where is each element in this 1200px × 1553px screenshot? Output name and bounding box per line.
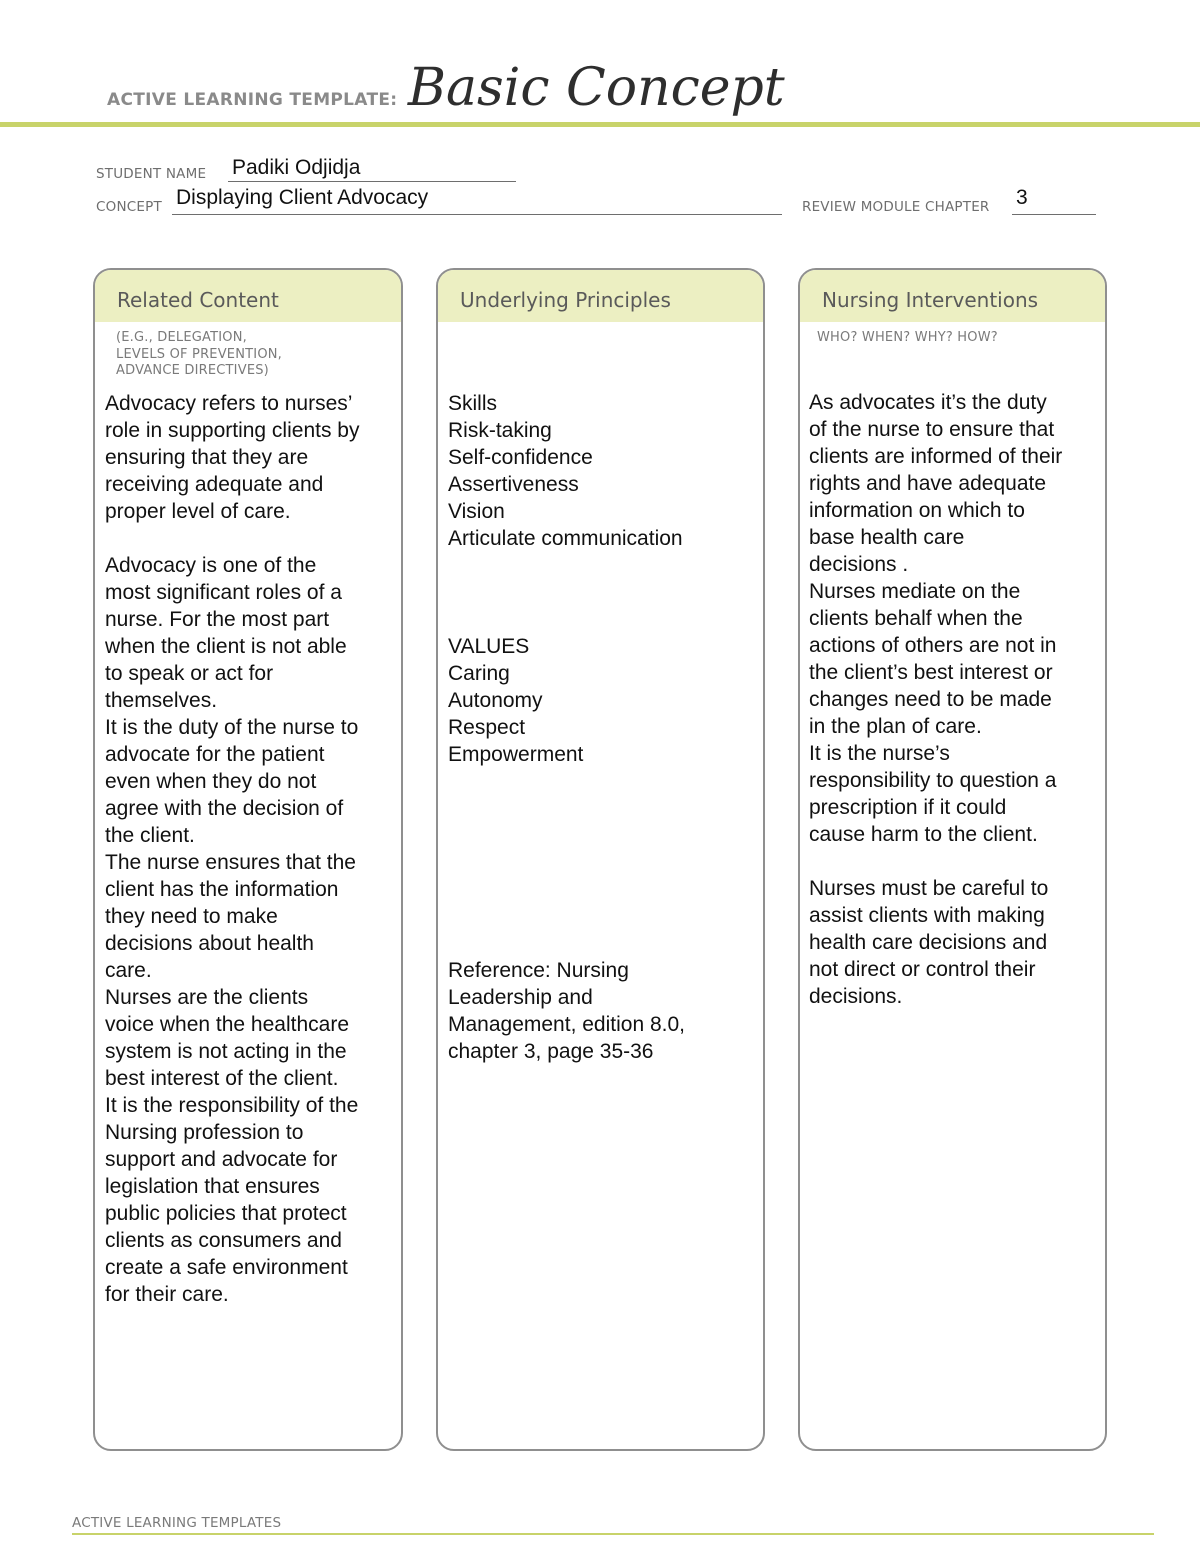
underlying-principles-panel <box>436 268 765 1451</box>
related-content-hint: (E.G., DELEGATION, LEVELS OF PREVENTION, ADVANCE DIRECTIVES) <box>116 330 283 378</box>
underlying-principles-title: Underlying Principles <box>438 270 763 322</box>
template-label: ACTIVE LEARNING TEMPLATE: <box>107 90 398 110</box>
student-name-field[interactable]: Padiki Odjidja <box>232 156 361 179</box>
nursing-interventions-title: Nursing Interventions <box>800 270 1105 322</box>
review-module-underline <box>1012 214 1096 215</box>
nursing-interventions-panel <box>798 268 1107 1451</box>
student-name-underline <box>228 181 516 182</box>
footer-divider <box>72 1533 1154 1535</box>
related-content-title: Related Content <box>95 270 401 322</box>
related-content-panel <box>93 268 403 1451</box>
footer-label: ACTIVE LEARNING TEMPLATES <box>72 1515 282 1531</box>
concept-label: CONCEPT <box>96 199 162 215</box>
nursing-interventions-hint: WHO? WHEN? WHY? HOW? <box>817 330 998 345</box>
page-title: Basic Concept <box>407 58 785 118</box>
nursing-interventions-text[interactable]: As advocates it’s the duty of the nurse to ensure that clients are informed of their rights and have adequate information on which to base health care decisions . Nurses mediate on the clients behalf when the actions of others are not in the client’s best interest or changes need to be made in the plan of care. It is the nurse’s responsibility to question a prescription if it could cause harm to the client. Nurses must be careful to assist clients with making health care decisions and not direct or control their decisions. <box>809 391 1063 1008</box>
related-content-text[interactable]: Advocacy refers to nurses’ role in supporting clients by ensuring that they are receiving adequate and proper level of care. Advocacy is one of the most significant roles of a nurse. For the most part when the client is not able to speak or act for themselves. It is the duty of the nurse to advocate for the patient even when they do not agree with the decision of the client. The nurse ensures that the client has the information they need to make decisions about health care. Nurses are the clients voice when the healthcare system is not acting in the best interest of the client. It is the responsibility of the Nursing profession to support and advocate for legislation that ensures public policies that protect clients as consumers and create a safe environment for their care. <box>105 392 360 1306</box>
underlying-principles-text[interactable]: Skills Risk-taking Self-confidence Assertiveness Vision Articulate communication VALUES Caring Autonomy Respect Empowerment Reference: Nursing Leadership and Management, edition 8.0, chapter 3, page 35-36 <box>448 392 685 1063</box>
review-module-label: REVIEW MODULE CHAPTER <box>802 199 990 215</box>
page-header <box>107 58 785 118</box>
concept-underline <box>172 214 782 215</box>
concept-field[interactable]: Displaying Client Advocacy <box>176 186 429 209</box>
student-name-label: STUDENT NAME <box>96 166 207 182</box>
review-module-field[interactable]: 3 <box>1016 186 1028 209</box>
header-divider <box>0 122 1200 127</box>
